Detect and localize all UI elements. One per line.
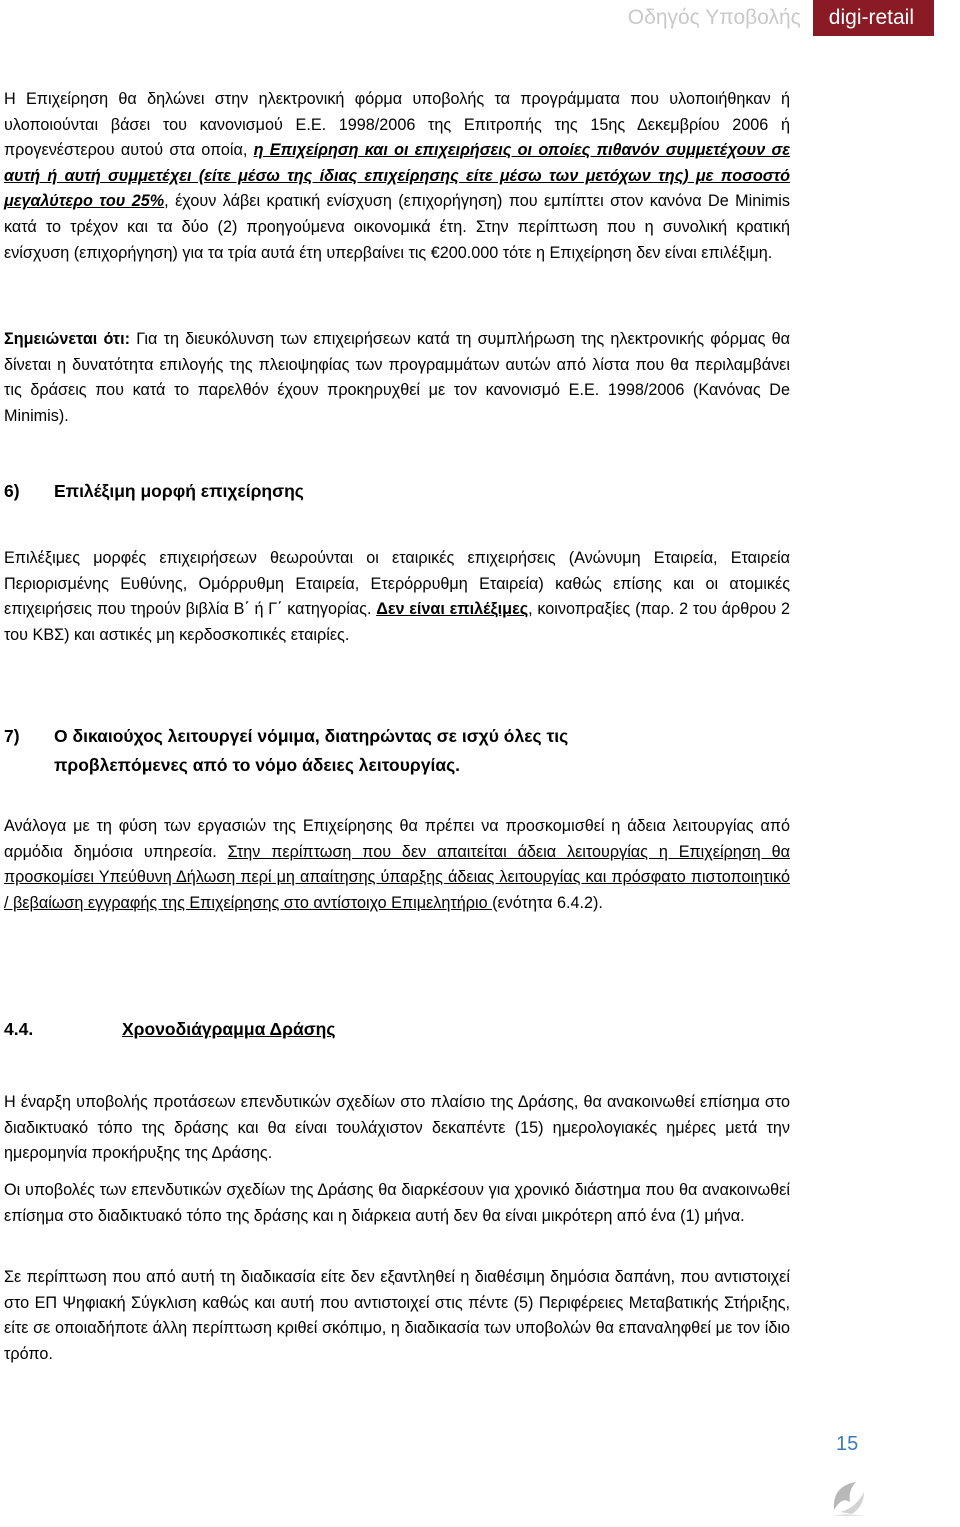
paragraph-text: , έχουν λάβει κρατική ενίσχυση (επιχορήγηση) που εμπίπτει στον κανόνα De Minimis κατά το τρέχον και τα δύο (2) προηγούμενα οικονομικά έτη. Στην περίπτωση που η συνολική κρατική ενίσχυση (επιχορήγηση) για τα τρία αυτά έτη υπερβαίνει τις €200.000 τότε η Επιχείρηση δεν είναι επιλέξιμη.: [4, 192, 790, 262]
paragraph-text: , κοινοπραξίες (παρ. 2 του άρθρου 2 του ΚΒΣ) και αστικές μη κερδοσκοπικές εταιρίες.: [4, 600, 790, 644]
header-guide-title: Οδηγός Υποβολής: [627, 6, 801, 29]
header-brand-label: digi-retail: [813, 0, 934, 36]
section-6-number: 6): [4, 481, 20, 501]
logo-icon: [826, 1472, 872, 1518]
paragraph-text: (ενότητα 6.4.2).: [492, 893, 603, 912]
paragraph-text: Η έναρξη υποβολής προτάσεων επενδυτικών σχεδίων στο πλαίσιο της Δράσης, θα ανακοινωθεί επίσημα στο διαδικτυακό τόπο της δράσης και θα είναι τουλάχιστον δεκαπέντε (15) ημερολογιακές ημέρες μετά την ημερομηνία προκήρυξης της Δράσης.: [4, 1093, 790, 1163]
paragraph-de-minimis: [4, 87, 790, 266]
paragraph-start: [4, 1090, 790, 1167]
section-7-title-line1: Ο δικαιούχος λειτουργεί νόμιμα, διατηρώντας σε ισχύ όλες τις: [54, 726, 569, 746]
emphasis-text: Δεν είναι επιλέξιμες: [376, 600, 529, 619]
paragraph-duration: [4, 1178, 790, 1229]
section-7-title-line2: προβλεπόμενες από το νόμο άδειες λειτουργίας.: [54, 755, 461, 775]
paragraph-text: Ανάλογα με τη φύση των εργασιών της Επιχείρησης θα πρέπει να προσκομισθεί η άδεια λειτουργίας από αρμόδια δημόσια υπηρεσία.: [4, 817, 790, 861]
paragraph-text: Οι υποβολές των επενδυτικών σχεδίων της Δράσης θα διαρκέσουν για χρονικό διάστημα που θα ανακοινωθεί επίσημα στο διαδικτυακό τόπο της δράσης και η διάρκεια αυτή δεν θα είναι μικρότερη από ένα (1) μήνα.: [4, 1181, 790, 1225]
emphasis-text: η Επιχείρηση και οι επιχειρήσεις οι οποίες πιθανόν συμμετέχουν σε αυτή ή αυτή συμμετέχει (είτε μέσω της ίδιας επιχείρησης είτε μέσω των μετόχων της) με ποσοστό μεγαλύτερο του 25%: [4, 141, 790, 211]
paragraph-license: [4, 814, 790, 916]
paragraph-eligible-forms: [4, 546, 790, 648]
paragraph-text: Επιλέξιμες μορφές επιχειρήσεων θεωρούνται οι εταιρικές επιχειρήσεις (Ανώνυμη Εταιρεία, Εταιρεία Περιορισμένης Ευθύνης, Ομόρρυθμη Εταιρεία, Ετερόρρυθμη Εταιρεία) καθώς επίσης και οι ατομικές επιχειρήσεις που τηρούν βιβλία Β΄ ή Γ΄ κατηγορίας.: [4, 549, 790, 619]
page-number: 15: [836, 1433, 859, 1455]
page-header: [628, 0, 934, 36]
paragraph-text: Η Επιχείρηση θα δηλώνει στην ηλεκτρονική φόρμα υποβολής τα προγράμματα που υλοποιήθηκαν ή υλοποιούνται βάσει του κανονισμού Ε.Ε. 1998/2006 της Επιτροπής της 15ης Δεκεμβρίου 2006 ή προγενέστερου αυτού στα οποία,: [4, 90, 790, 160]
section-4-4-title: Χρονοδιάγραμμα Δράσης: [122, 1019, 336, 1039]
section-6-title: Επιλέξιμη μορφή επιχείρησης: [54, 481, 304, 501]
digital-greece-logo: [826, 1472, 872, 1518]
paragraph-note: [4, 327, 790, 429]
paragraph-repeat: [4, 1265, 790, 1367]
underlined-text: Στην περίπτωση που δεν απαιτείται άδεια λειτουργίας η Επιχείρηση θα προσκομίσει Υπεύθυνη Δήλωση περί μη απαίτησης ύπαρξης άδειας λειτουργίας και πρόσφατο πιστοποιητικό / βεβαίωση εγγραφής της Επιχείρησης στο αντίστοιχο Επιμελητήριο: [4, 842, 790, 912]
section-4-4-number: 4.4.: [4, 1019, 34, 1039]
paragraph-text: Για τη διευκόλυνση των επιχειρήσεων κατά τη συμπλήρωση της ηλεκτρονικής φόρμας θα δίνεται η δυνατότητα επιλογής της πλειοψηφίας των προγραμμάτων αυτών από λίστα που θα περιλαμβάνει τις δράσεις που κατά το παρελθόν έχουν προκηρυχθεί με τον κανονισμό Ε.Ε. 1998/2006 (Κανόνας De Minimis).: [4, 330, 790, 425]
section-7-number: 7): [4, 726, 20, 746]
note-label: Σημειώνεται ότι:: [4, 330, 131, 348]
paragraph-text: Σε περίπτωση που από αυτή τη διαδικασία είτε δεν εξαντληθεί η διαθέσιμη δημόσια δαπάνη, που αντιστοιχεί στο ΕΠ Ψηφιακή Σύγκλιση καθώς και αυτή που αντιστοιχεί στις πέντε (5) Περιφέρειες Μεταβατικής Στήριξης, είτε σε οποιαδήποτε άλλη περίπτωση κριθεί σκόπιμο, η διαδικασία των υποβολών θα επαναληφθεί με τον ίδιο τρόπο.: [4, 1268, 790, 1363]
